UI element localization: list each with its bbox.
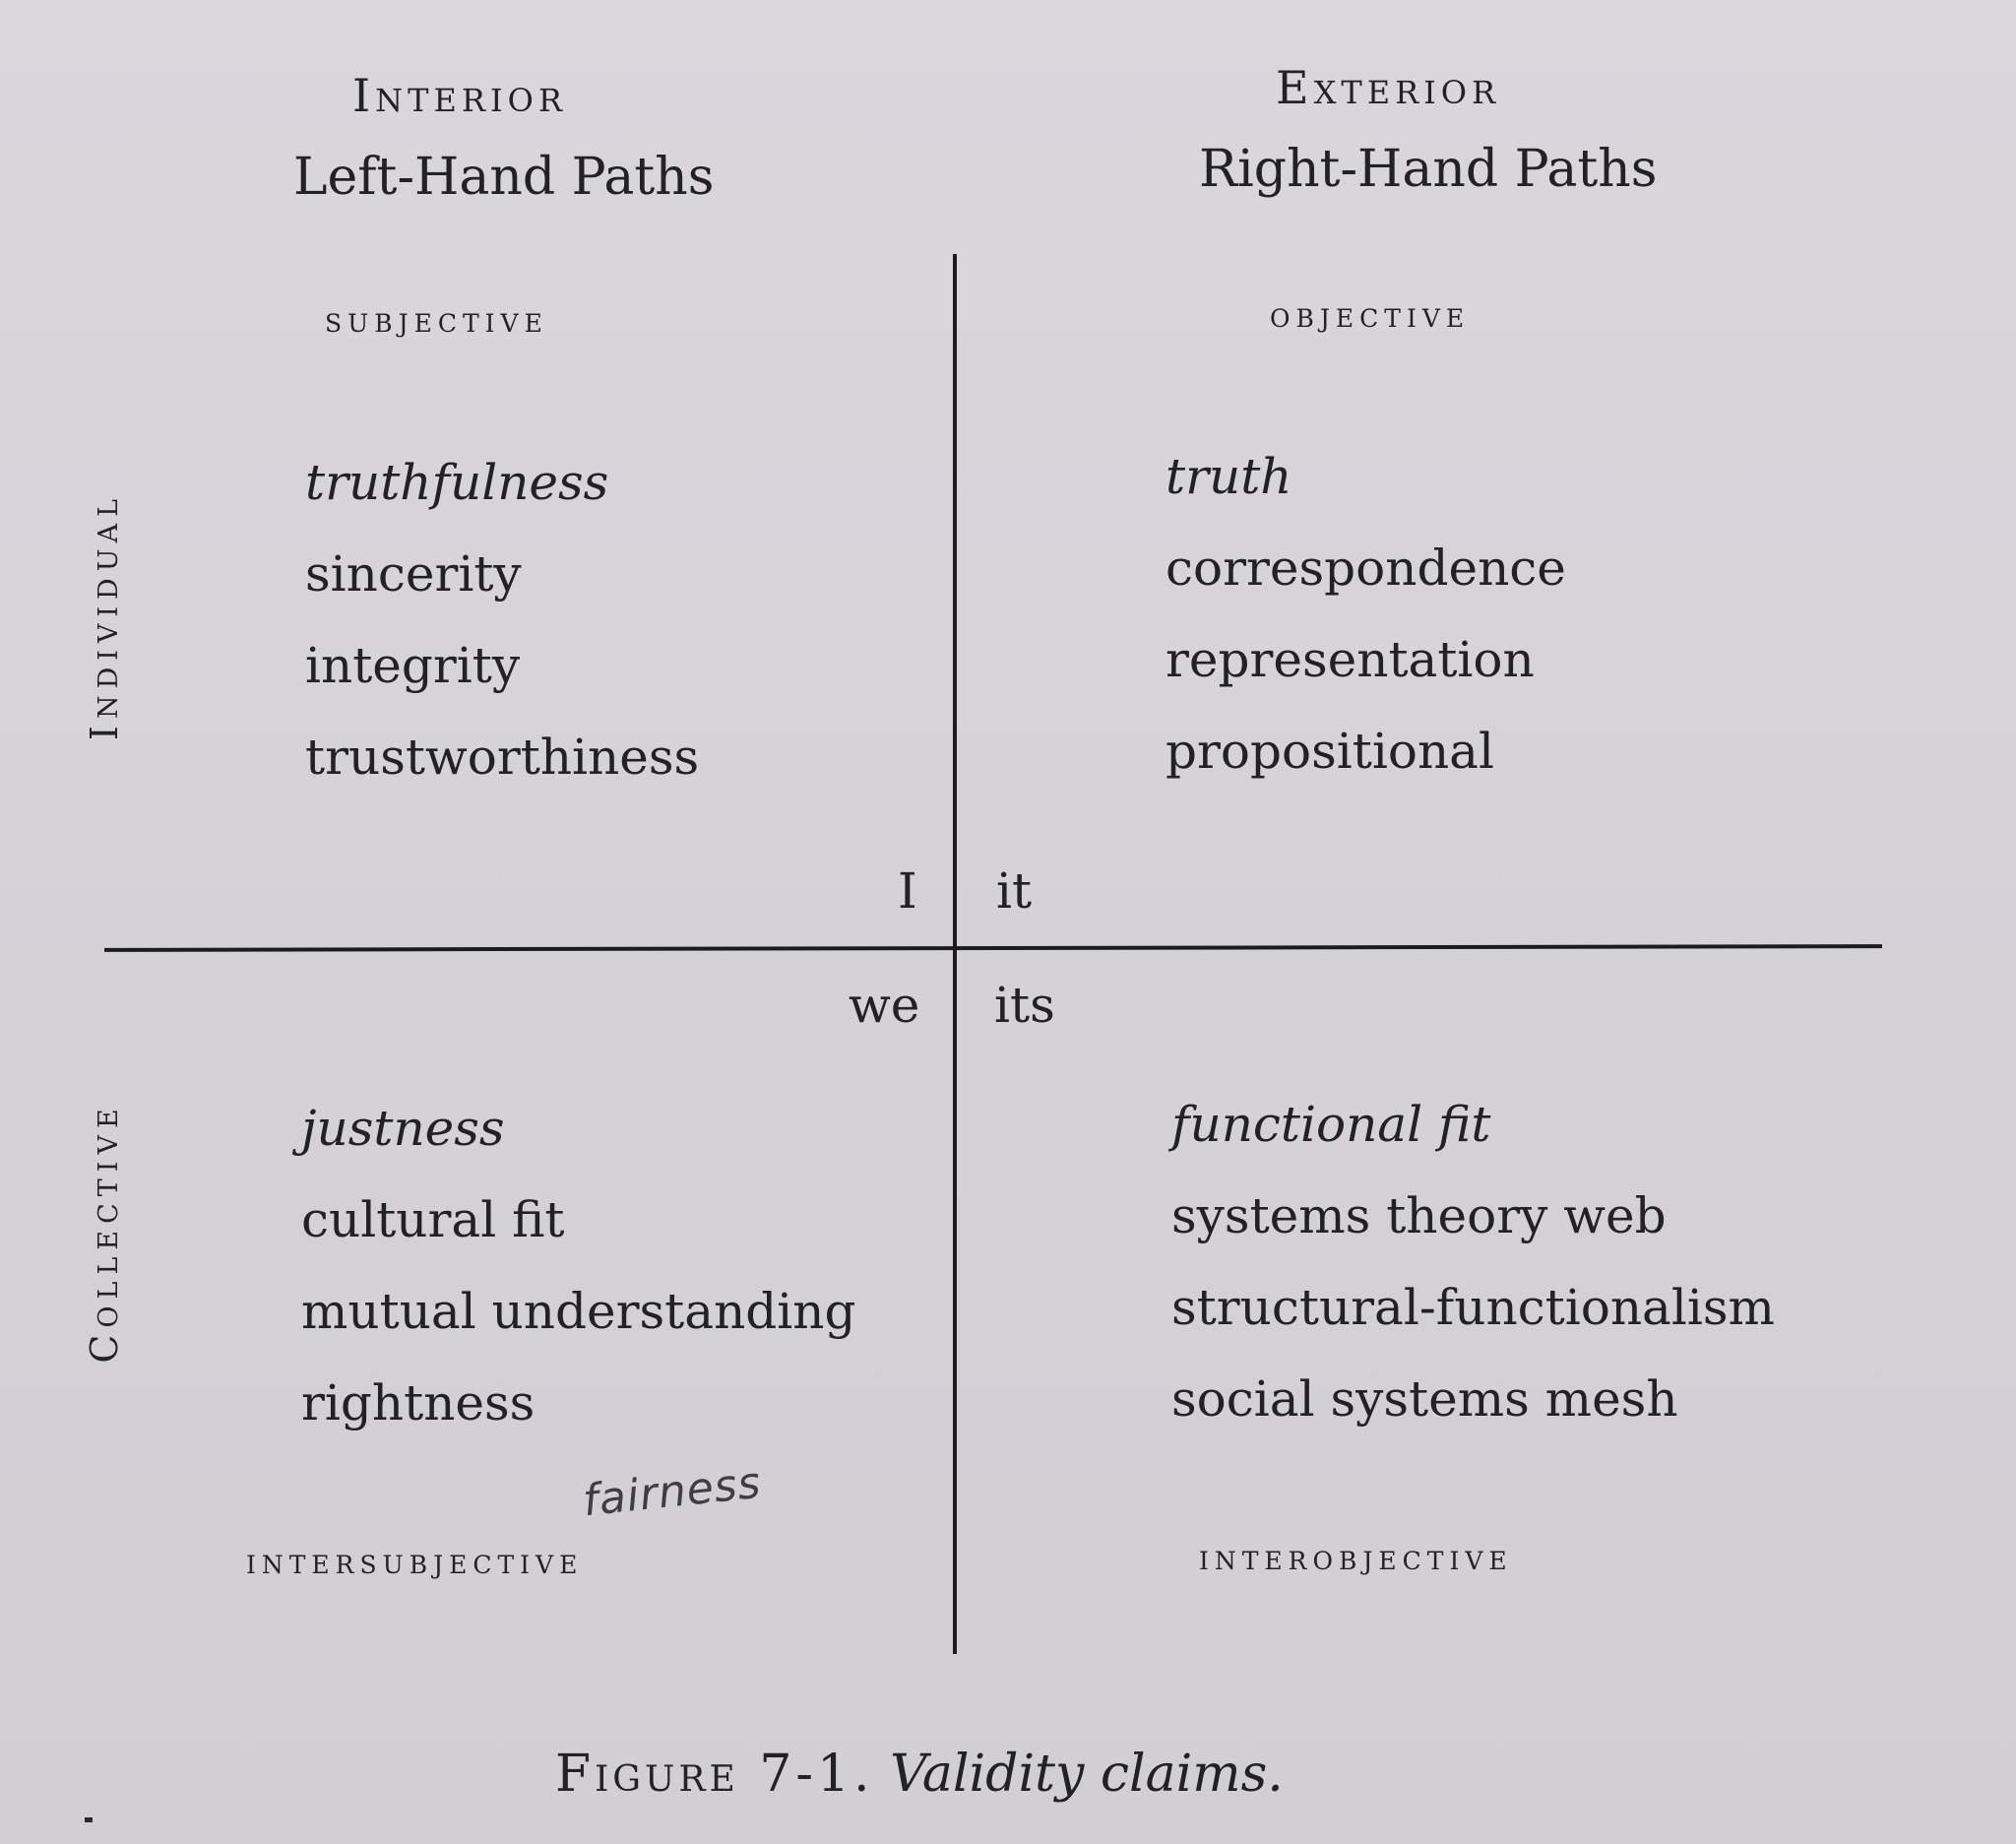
interior-heading: Interior (352, 69, 567, 122)
quadrant-head-term: truthfulness (305, 454, 609, 511)
pronoun-it: it (996, 862, 1033, 920)
list-item: rightness (301, 1374, 536, 1431)
upper-right-quadrant-list (1166, 431, 1566, 797)
margin-mark (85, 1817, 93, 1822)
left-hand-paths-subheading: Left-Hand Paths (293, 148, 715, 207)
horizontal-axis-line (104, 944, 1882, 952)
quadrant-head-term: functional fit (1171, 1096, 1491, 1153)
list-item: propositional (1166, 723, 1494, 780)
vertical-axis-line (953, 254, 957, 1654)
list-item: systems theory web (1171, 1187, 1667, 1244)
lower-left-quadrant-list (301, 1083, 855, 1449)
quadrant-head-term: truth (1166, 448, 1292, 505)
list-item: trustworthiness (305, 729, 700, 786)
figure-label: Figure 7-1. (555, 1745, 874, 1804)
pronoun-i: I (898, 862, 917, 920)
collective-side-label: Collective (83, 1102, 126, 1364)
objective-category-label: objective (1270, 295, 1471, 336)
list-item: correspondence (1166, 540, 1566, 597)
right-hand-paths-subheading: Right-Hand Paths (1199, 140, 1658, 199)
list-item: integrity (305, 637, 521, 694)
individual-side-label: Individual (83, 491, 126, 741)
list-item: mutual understanding (301, 1283, 856, 1340)
list-item: social systems mesh (1171, 1370, 1678, 1428)
intersubjective-category-label: intersubjective (246, 1542, 584, 1582)
list-item: representation (1166, 631, 1535, 688)
interobjective-category-label: interobjective (1199, 1538, 1513, 1578)
figure-caption (555, 1745, 1284, 1804)
upper-left-quadrant-list (305, 437, 699, 803)
list-item: structural-functionalism (1171, 1279, 1775, 1336)
handwritten-annotation: fairness (580, 1457, 764, 1527)
pronoun-we: we (849, 977, 920, 1034)
figure-title: Validity claims. (890, 1745, 1284, 1804)
list-item: cultural fit (301, 1191, 565, 1248)
quadrant-head-term: justness (301, 1100, 505, 1157)
list-item: sincerity (305, 545, 522, 603)
subjective-category-label: subjective (325, 300, 548, 341)
lower-right-quadrant-list (1171, 1079, 1775, 1445)
exterior-heading: Exterior (1276, 61, 1501, 114)
pronoun-its: its (994, 977, 1055, 1034)
